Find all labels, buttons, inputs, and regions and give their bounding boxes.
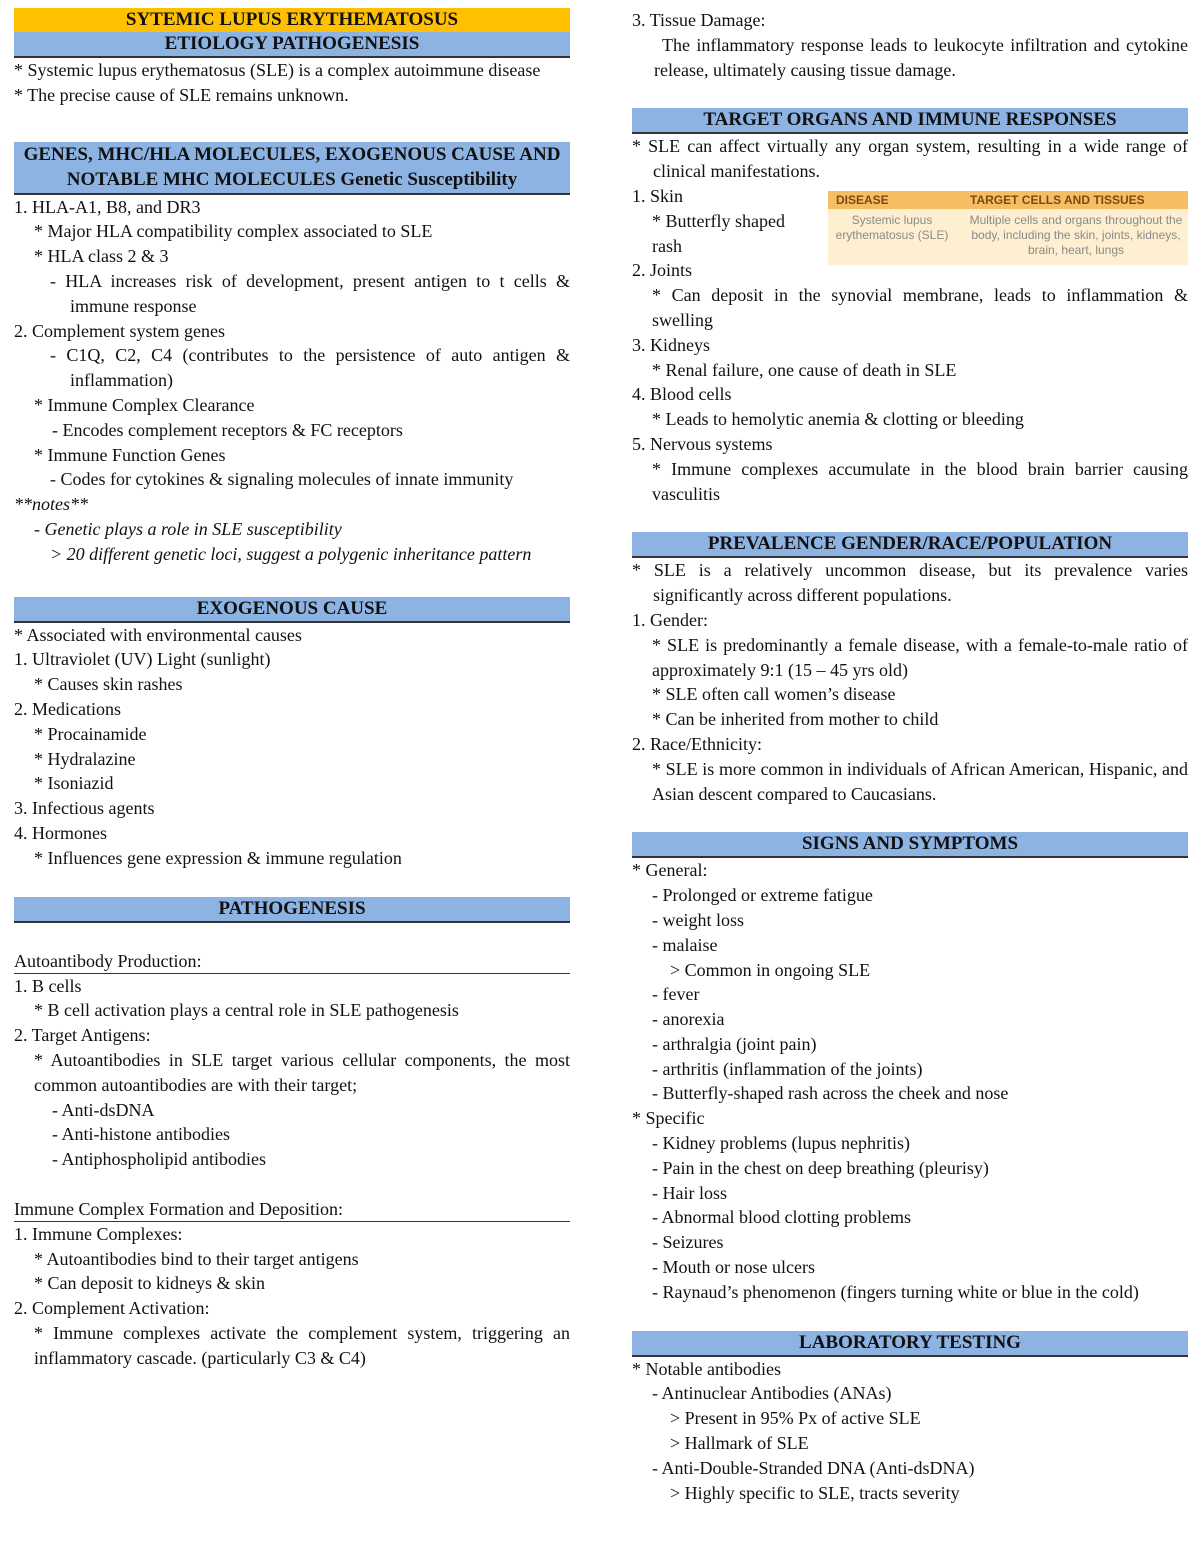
body-line: 3. Tissue Damage: — [632, 10, 766, 30]
body-line: * Renal failure, one cause of death in SLE — [652, 359, 957, 380]
body-line: * Influences gene expression & immune regulation — [34, 847, 402, 868]
body-line: > Present in 95% Px of active SLE — [670, 1408, 921, 1429]
body-line: 5. Nervous systems — [632, 433, 773, 454]
body-line: - anorexia — [652, 1009, 725, 1030]
pathogenesis-section — [14, 923, 570, 1371]
body-line: - Kidney problems (lupus nephritis) — [652, 1133, 910, 1154]
body-line: - arthritis (inflammation of the joints) — [652, 1058, 923, 1079]
body-line: * Immune complexes activate the complement system, triggering an inflammatory cascade. (particularly C3 & C4) — [34, 1323, 570, 1368]
body-line: - Codes for cytokines & signaling molecules of innate immunity — [50, 469, 514, 490]
prevalence-heading: PREVALENCE GENDER/RACE/POPULATION — [632, 532, 1188, 558]
body-line: * Can be inherited from mother to child — [652, 709, 939, 730]
body-line: * Systemic lupus erythematosus (SLE) is a complex autoimmune disease — [14, 60, 541, 80]
body-line: 2. Target Antigens: — [14, 1025, 151, 1046]
table-col-disease: DISEASE — [836, 193, 889, 207]
immune-complex-subheading: Immune Complex Formation and Deposition: — [14, 1197, 570, 1222]
tissue-damage-section — [632, 8, 1188, 82]
body-line: * SLE can affect virtually any organ system, resulting in a wide range of clinical manifestations. — [632, 136, 1188, 182]
table-cell-disease: Systemic lupus erythematosus (SLE) — [835, 213, 949, 242]
body-line: * Associated with environmental causes — [14, 624, 302, 645]
body-line: The inflammatory response leads to leukocyte infiltration and cytokine release, ultimately causing tissue damage. — [654, 34, 1188, 80]
target-organs-heading: TARGET ORGANS AND IMMUNE RESPONSES — [632, 108, 1188, 134]
body-line: 1. Skin — [632, 185, 684, 206]
prevalence-section — [632, 558, 1188, 806]
body-line: 3. Kidneys — [632, 334, 710, 355]
body-line: * The precise cause of SLE remains unknown. — [14, 84, 349, 105]
body-line: - weight loss — [652, 909, 744, 930]
body-line: - Abnormal blood clotting problems — [652, 1207, 911, 1228]
body-line: * Causes skin rashes — [34, 674, 183, 695]
body-line: - Seizures — [652, 1232, 724, 1253]
body-line: * Immune Complex Clearance — [34, 394, 255, 415]
body-line: rash — [652, 235, 682, 256]
signs-heading: SIGNS AND SYMPTOMS — [632, 832, 1188, 858]
body-line: - Prolonged or extreme fatigue — [652, 885, 873, 906]
body-line: * Can deposit in the synovial membrane, leads to inflammation & swelling — [652, 285, 1188, 330]
body-line: * Immune Function Genes — [34, 444, 226, 465]
body-line: - Anti-dsDNA — [52, 1099, 155, 1120]
body-line: - Anti-Double-Stranded DNA (Anti-dsDNA) — [652, 1457, 975, 1478]
body-line: * SLE is more common in individuals of African American, Hispanic, and Asian descent compared to Caucasians. — [652, 758, 1188, 804]
autoantibody-subheading: Autoantibody Production: — [14, 949, 570, 974]
etiology-heading: ETIOLOGY PATHOGENESIS — [14, 32, 570, 58]
body-line: 1. HLA-A1, B8, and DR3 — [14, 196, 201, 217]
exogenous-heading: EXOGENOUS CAUSE — [14, 597, 570, 623]
body-line: - arthralgia (joint pain) — [652, 1033, 817, 1054]
body-line: - malaise — [652, 934, 718, 955]
body-line: - Encodes complement receptors & FC receptors — [52, 419, 403, 440]
document-title: SYTEMIC LUPUS ERYTHEMATOSUS — [14, 8, 570, 32]
body-line: 2. Race/Ethnicity: — [632, 733, 762, 754]
body-line: - Antinuclear Antibodies (ANAs) — [652, 1383, 892, 1404]
disease-target-table — [828, 191, 1188, 265]
body-line: 2. Joints — [632, 260, 693, 281]
body-line: > Hallmark of SLE — [670, 1433, 809, 1454]
signs-section — [632, 858, 1188, 1304]
body-line: > 20 different genetic loci, suggest a polygenic inheritance pattern — [50, 543, 532, 564]
body-line: * Major HLA compatibility complex associated to SLE — [34, 221, 433, 242]
body-line: 1. Immune Complexes: — [14, 1223, 183, 1244]
body-line: 4. Hormones — [14, 822, 107, 843]
body-line: * Hydralazine — [34, 748, 136, 769]
lab-heading: LABORATORY TESTING — [632, 1331, 1188, 1357]
body-line: - HLA increases risk of development, present antigen to t cells & immune response — [50, 270, 570, 316]
lab-section — [632, 1357, 1188, 1506]
pathogenesis-heading: PATHOGENESIS — [14, 897, 570, 923]
table-cell-target: Multiple cells and organs throughout the body, including the skin, joints, kidneys, brain, heart, lungs — [969, 213, 1183, 257]
exogenous-section — [14, 623, 570, 871]
notes-label: **notes** — [14, 494, 88, 515]
left-column — [14, 0, 570, 1371]
body-line: - Hair loss — [652, 1182, 727, 1203]
body-line: * Leads to hemolytic anemia & clotting or bleeding — [652, 409, 1024, 430]
body-line: > Common in ongoing SLE — [670, 959, 871, 980]
body-line: * HLA class 2 & 3 — [34, 246, 169, 267]
table-header — [828, 191, 1188, 209]
body-line: 2. Complement Activation: — [14, 1298, 210, 1319]
etiology-section — [14, 58, 570, 108]
table-col-target: TARGET CELLS AND TISSUES — [970, 193, 1145, 207]
body-line: * Procainamide — [34, 723, 147, 744]
body-line: * SLE is a relatively uncommon disease, but its prevalence varies significantly across different populations. — [632, 560, 1188, 606]
genes-heading: GENES, MHC/HLA MOLECULES, EXOGENOUS CAUSE AND NOTABLE MHC MOLECULES Genetic Susceptibility — [14, 142, 570, 195]
body-line: * SLE is predominantly a female disease, with a female-to-male ratio of approximately 9:1 (15 – 45 yrs old) — [652, 634, 1188, 680]
body-line: 1. Ultraviolet (UV) Light (sunlight) — [14, 649, 271, 670]
body-line: * Notable antibodies — [632, 1358, 781, 1379]
body-line: 1. B cells — [14, 975, 82, 996]
body-line: * B cell activation plays a central role in SLE pathogenesis — [34, 1000, 459, 1021]
body-line: - Genetic plays a role in SLE susceptibility — [34, 518, 342, 539]
body-line: - Pain in the chest on deep breathing (pleurisy) — [652, 1157, 989, 1178]
body-line: * General: — [632, 860, 708, 881]
body-line: 2. Medications — [14, 698, 121, 719]
genes-section — [14, 195, 570, 567]
body-line: * Autoantibodies bind to their target antigens — [34, 1248, 359, 1269]
body-line: - C1Q, C2, C4 (contributes to the persistence of auto antigen & inflammation) — [50, 345, 570, 391]
body-line: - Anti-histone antibodies — [52, 1124, 230, 1145]
body-line: * Autoantibodies in SLE target various cellular components, the most common autoantibodies are with their target; — [34, 1049, 570, 1095]
body-line: * Immune complexes accumulate in the blood brain barrier causing vasculitis — [652, 458, 1188, 504]
body-line: 3. Infectious agents — [14, 798, 155, 819]
body-line: * Butterfly shaped — [652, 210, 785, 231]
body-line: > Highly specific to SLE, tracts severity — [670, 1482, 960, 1503]
body-line: 2. Complement system genes — [14, 320, 225, 341]
body-line: * Can deposit to kidneys & skin — [34, 1273, 265, 1294]
body-line: * SLE often call women’s disease — [652, 684, 896, 705]
body-line: 4. Blood cells — [632, 384, 732, 405]
body-line: - Raynaud’s phenomenon (fingers turning white or blue in the cold) — [652, 1281, 1139, 1302]
body-line: - fever — [652, 984, 700, 1005]
body-line: - Antiphospholipid antibodies — [52, 1149, 266, 1170]
body-line: * Isoniazid — [34, 773, 114, 794]
body-line: - Butterfly-shaped rash across the cheek and nose — [652, 1083, 1009, 1104]
body-line: - Mouth or nose ulcers — [652, 1257, 815, 1278]
body-line: 1. Gender: — [632, 609, 708, 630]
body-line: * Specific — [632, 1108, 705, 1129]
